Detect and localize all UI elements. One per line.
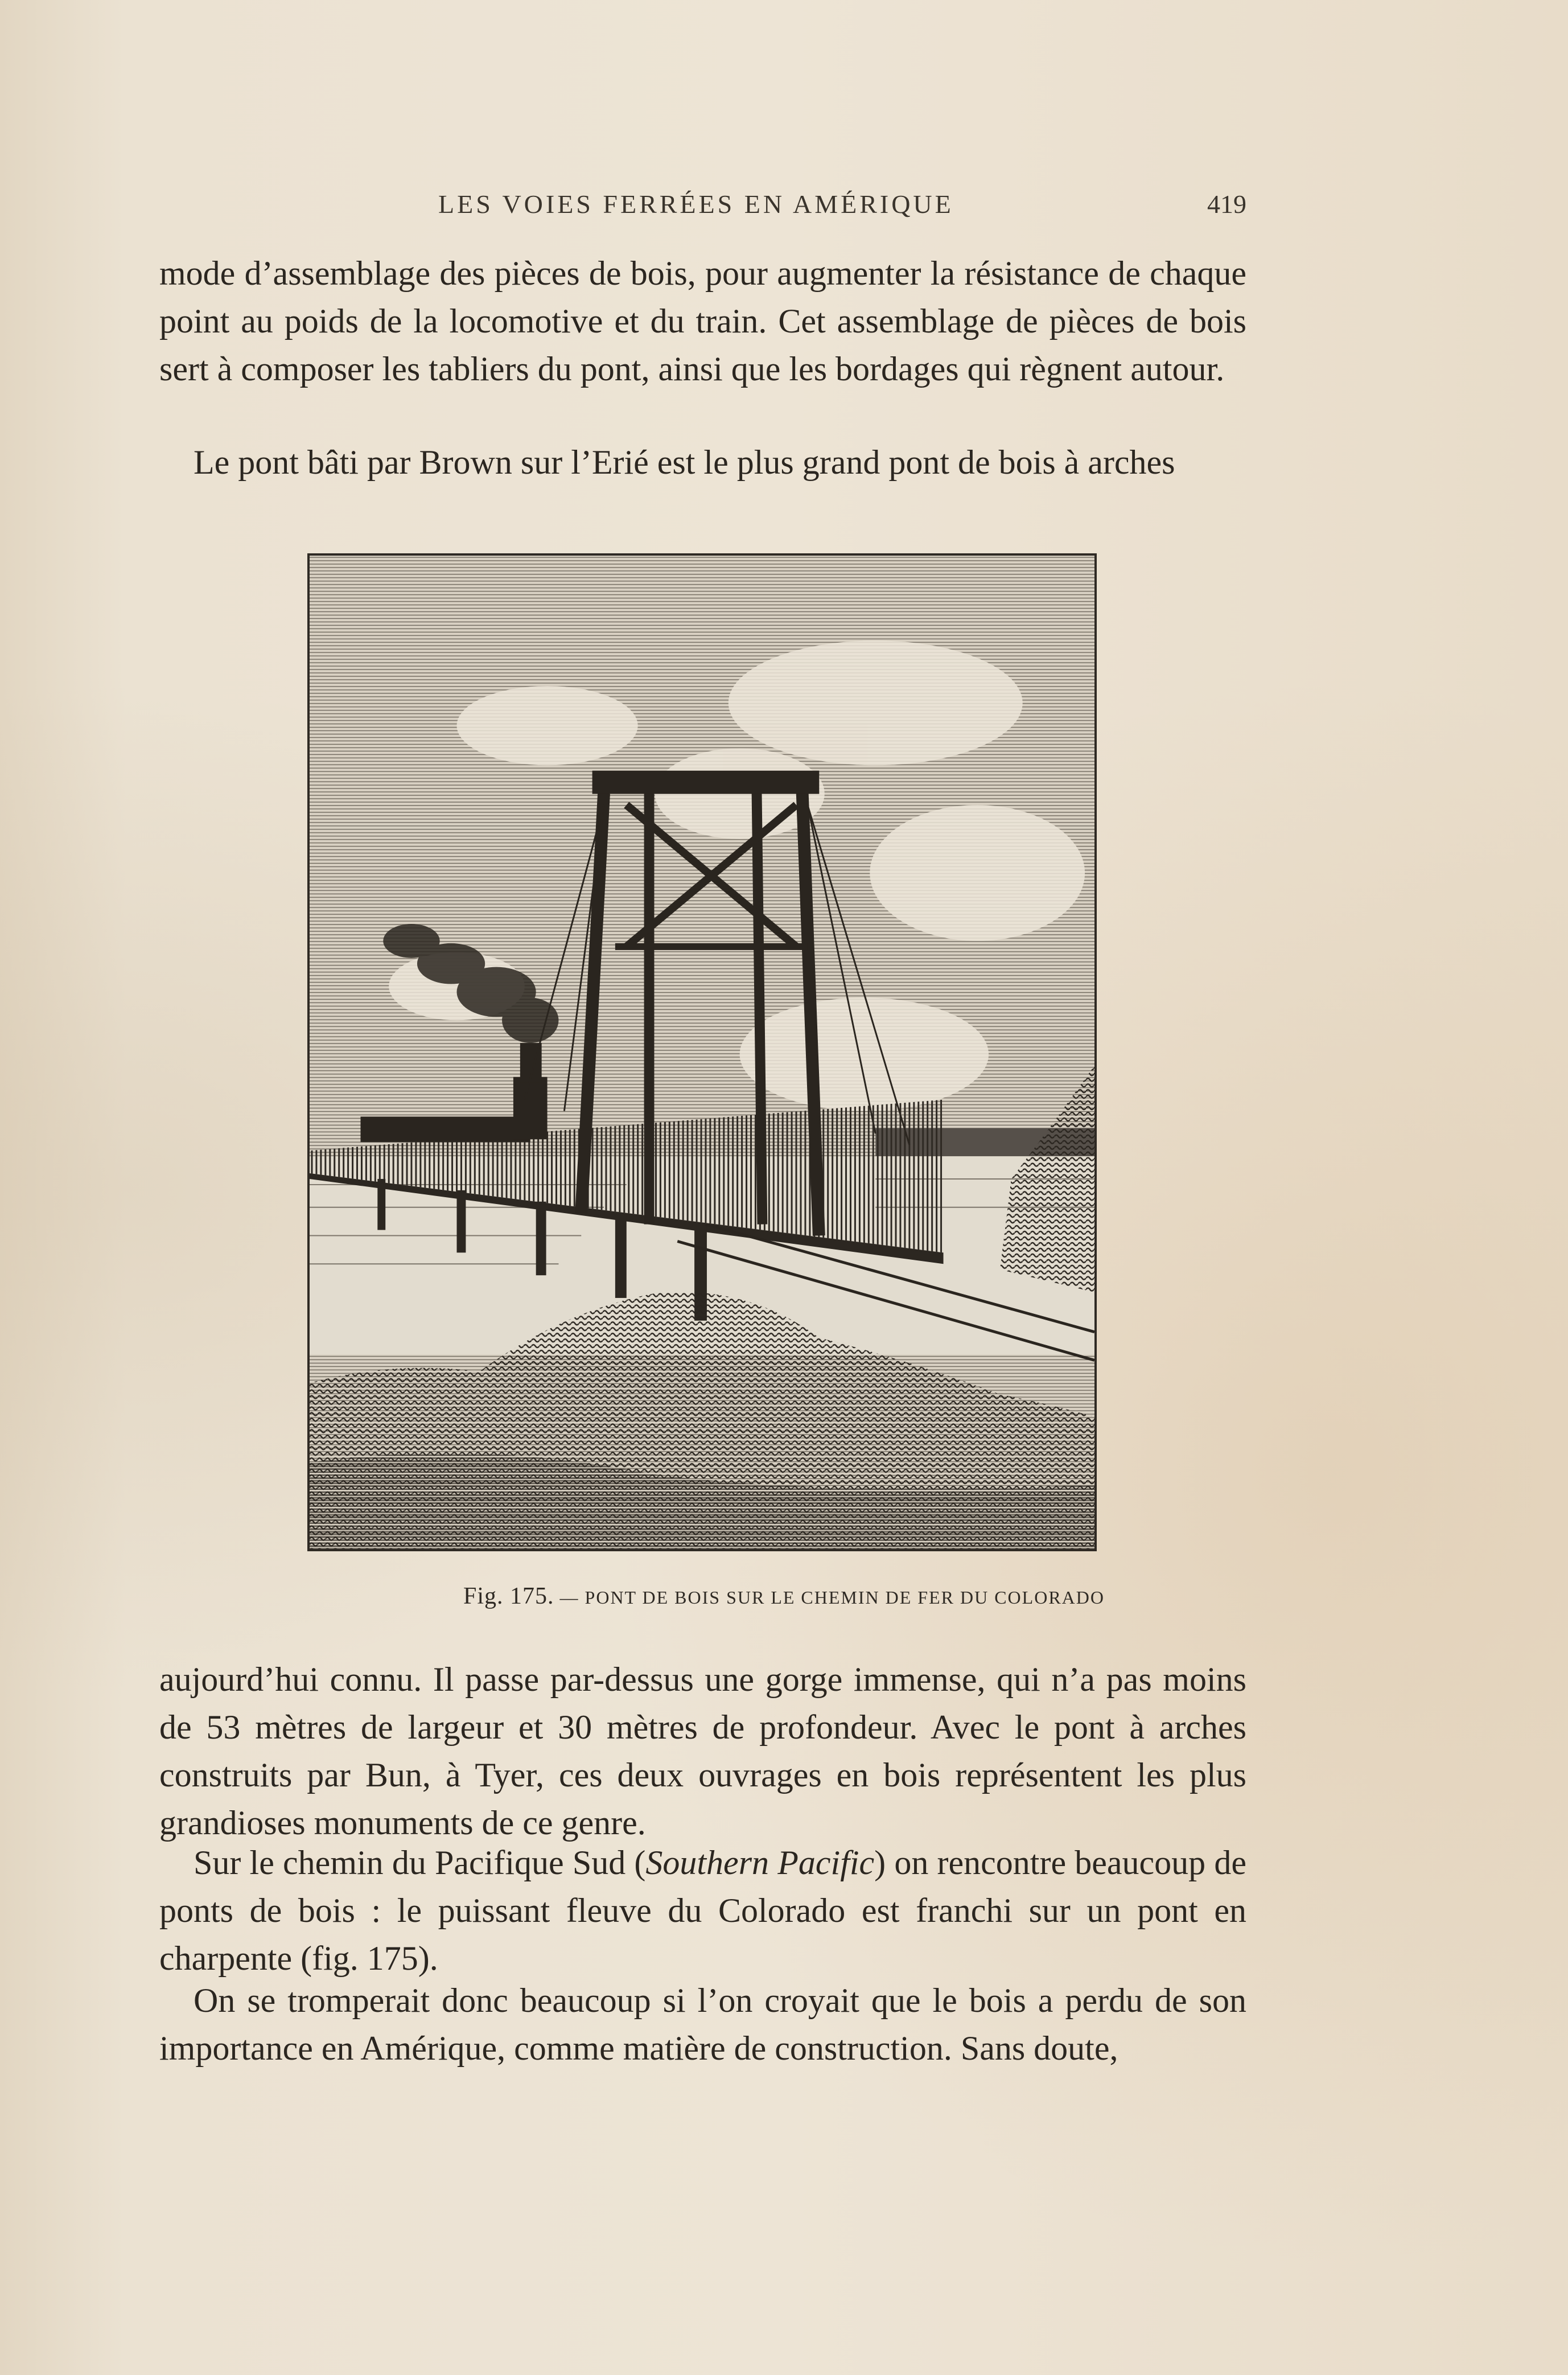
caption-text: PONT DE BOIS SUR LE CHEMIN DE FER DU COLORADO <box>585 1587 1105 1608</box>
figure-illustration <box>307 553 1097 1551</box>
paragraph-5 <box>159 1977 1246 2072</box>
paragraph-1: mode d’assemblage des pièces de bois, pour augmenter la résistance de chaque point au poids de la locomotive et du train. Cet assemblage de pièces de bois sert à composer les tabliers du pont, ainsi que les bordages qui règnent autour. <box>159 254 1246 388</box>
paragraph-5-text: On se tromperait donc beaucoup si l’on croyait que le bois a perdu de son importance en Amérique, comme matière de construction. Sans doute, <box>159 1982 1246 2067</box>
paragraph-2 <box>159 438 1246 486</box>
paragraph-4-italic: Southern Pacific <box>645 1844 875 1881</box>
running-title: LES VOIES FERRÉES EN AMÉRIQUE <box>438 190 954 219</box>
paragraph-4-after: ) on rencontre beaucoup de ponts de bois : le puissant fleuve du Colorado est franchi sur un pont en charpente (fig. 175). <box>159 1844 1247 1977</box>
paragraph-2-text: Le pont bâti par Brown sur l’Erié est le plus grand pont de bois à arches <box>194 443 1175 481</box>
paragraph-4-before: Sur le chemin du Pacifique Sud ( <box>194 1844 646 1881</box>
figure-label: Fig. 175. <box>463 1583 554 1609</box>
paragraph-4 <box>159 1839 1246 1982</box>
bridge-engraving-image <box>310 556 1094 1549</box>
figure-caption <box>0 1583 1568 1610</box>
paragraph-3: aujourd’hui connu. Il passe par-dessus une gorge immense, qui n’a pas moins de 53 mètres de largeur et 30 mètres de profondeur. Avec le pont à arches construits par Bun, à Tyer, ces deux ouvrages en bois représentent les plus grandioses monuments de ce genre. <box>159 1661 1246 1842</box>
caption-separator: — <box>554 1587 585 1608</box>
running-header <box>159 189 1246 229</box>
page-number: 419 <box>1207 190 1246 219</box>
